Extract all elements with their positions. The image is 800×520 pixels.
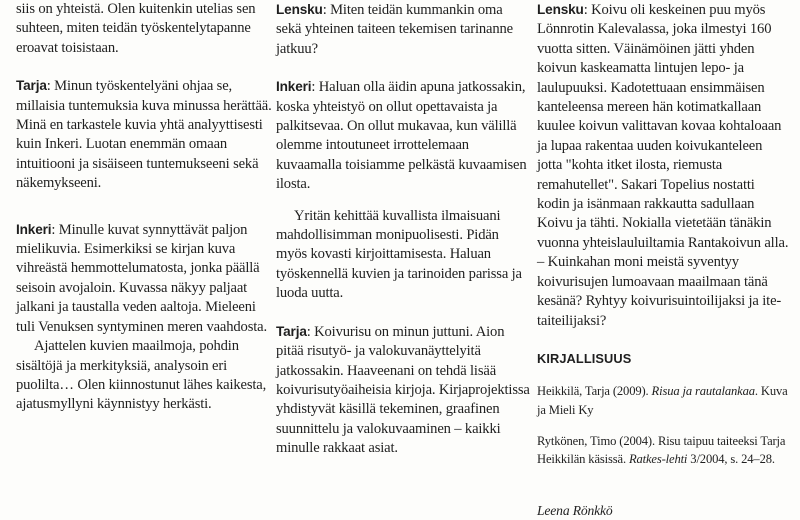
speaker-name: Inkeri xyxy=(16,221,52,237)
paragraph-lensku: Lensku: Miten teidän kummankin oma sekä yhteinen taiteen tekemisen tarinanne jatkuu? xyxy=(276,2,513,57)
paragraph-text: Minun työskentelyäni ohjaa se, millaisia tuntemuksia kuva minussa herättää. Minä en tarkastele kuvia yhtä analyyttisesti kuin Inkeri. Luotan enemmän omaan intuitiooni ja sisäiseen tuntemukseeni sekä näkemykseeni. xyxy=(16,78,272,192)
paragraph: siis on yhteistä. Olen kuitenkin utelias sen suhteen, miten teidän työskentelytapanne eroavat toisistaan. xyxy=(16,1,256,56)
paragraph-lensku: Lensku: Koivu oli keskeinen puu myös Lönnrotin Kalevalassa, joka ilmestyi 160 vuotta sitten. Väinämöinen jätti yhden koivun kaskeamatta lintujen lepo- ja laulupuuksi. Kadotettuaan ensimmäisen kanteleensa mereen hän kotimatkallaan kuulee koivun valittavan kovaa kohtaloaan ja lupaa rakentaa uuden koivukanteleen jotta "kohta itket ilosta, riemusta remahutellet". Sakari Topelius nostatti kodin ja isänmaan rakkautta sadullaan Koivu ja tähti. Nokialla vietetään tänäkin vuonna yhteislauluiltamia Rantakoivun alla. – Kuinkahan moni meistä syventyy koivurisujen lumoavaan maailmaan tänä kesänä? Ryhtyy koivurisuintoilijaksi ja ite-taiteilijaksi? xyxy=(537,2,789,329)
text-column-2 xyxy=(276,0,530,459)
article-author: Leena Rönkkö xyxy=(537,502,613,518)
reference-title: Risua ja rautalankaa xyxy=(651,384,755,399)
reference-publisher: . Kuva ja Mieli Ky xyxy=(537,384,788,417)
reference-item xyxy=(537,432,789,469)
text-column-3 xyxy=(537,0,789,520)
paragraph-text: Haluan olla äidin apuna jatkossakin, koska yhteistyö on ollut opettavaista ja palkitsevaa. On ollut mukavaa, kun välillä olemme intoutuneet irrottelemaan kuvaamalla toisiamme pelkästä kuvaamisen ilosta. xyxy=(276,79,527,193)
reference-title: Ratkes-lehti xyxy=(628,452,688,467)
reference-author: Heikkilä, Tarja (2009). xyxy=(537,384,652,399)
paragraph-text: Minulle kuvat synnyttävät paljon mielikuvia. Esimerkiksi se kirjan kuva vihreästä hemmottelumatosta, jonka päällä seisoin avojaloin. Kuvassa näkyy paljaat jalkani ja taustalla veden aaltoja. Mieleeni tuli Venuksen syntyminen meren vaahdosta. xyxy=(16,221,267,335)
paragraph-inkeri: Inkeri: Haluan olla äidin apuna jatkossakin, koska yhteistyö on ollut opettavaista ja palkitsevaa. On ollut mukavaa, kun välillä olemme intoutuneet irrottelemaan kuvaamalla toisiamme pelkästä kuvaamisen ilosta. xyxy=(276,79,527,193)
paragraph: Yritän kehittää kuvallista ilmaisuani mahdollisimman monipuolisesti. Pidän myös kovasti kirjoittamisesta. Haluan työskennellä kuvien ja tarinoiden parissa ja luoda uutta. xyxy=(276,207,522,302)
speaker-name: Lensku xyxy=(537,2,584,17)
paragraph-text: Miten teidän kummankin oma sekä yhteinen taiteen tekemisen tarinanne jatkuu? xyxy=(276,2,513,57)
section-heading: KIRJALLISUUS xyxy=(537,350,632,366)
speaker-name: Tarja xyxy=(16,78,47,94)
reference-publisher: 3/2004, s. 24–28. xyxy=(687,452,775,467)
reference-item xyxy=(537,382,789,419)
paragraph-text: Koivu oli keskeinen puu myös Lönnrotin Kalevalassa, joka ilmestyi 160 vuotta sitten. Väinämöinen jätti yhden koivun kaskeamatta lintujen lepo- ja laulupuuksi. Kadotettuaan ensimmäisen kanteleensa mereen hän kotimatkallaan kuulee koivun valittavan kovaa kohtaloaan ja lupaa rakentaa uuden koivukanteleen jotta "kohta itket ilosta, riemusta remahutellet". Sakari Topelius nostatti kodin ja isänmaan rakkautta sadullaan Koivu ja tähti. Nokialla vietetään tänäkin vuonna yhteislauluiltamia Rantakoivun alla. – Kuinkahan moni meistä syventyy koivurisujen lumoavaan maailmaan tänä kesänä? Ryhtyy koivurisuintoilijaksi ja ite-taiteilijaksi? xyxy=(537,2,789,329)
paragraph-inkeri: Inkeri: Minulle kuvat synnyttävät paljon mielikuvia. Esimerkiksi se kirjan kuva vihreästä hemmottelumatosta, jonka päällä seisoin avojaloin. Kuvassa näkyy paljaat jalkani ja taustalla veden aaltoja. Mieleeni tuli Venuksen syntyminen meren vaahdosta. xyxy=(16,221,267,335)
paragraph-tarja: Tarja: Minun työskentelyäni ohjaa se, millaisia tuntemuksia kuva minussa herättää. Minä en tarkastele kuvia yhtä analyyttisesti kuin Inkeri. Luotan enemmän omaan intuitiooni ja sisäiseen tuntemukseeni sekä näkemykseeni. xyxy=(16,78,272,192)
paragraph-tarja: Tarja: Koivurisu on minun juttuni. Aion pitää risutyö- ja valokuvanäyttelyitä jatkossakin. Haaveenani on tehdä lisää koivurisutyöaiheisia kirjoja. Kirjaprojektissa yhdistyvät käsillä tekeminen, graafinen suunnittelu ja valokuvaaminen – kaikki minulle rakkaat asiat. xyxy=(276,323,530,457)
text-column-1 xyxy=(16,0,272,415)
speaker-name: Lensku xyxy=(276,2,323,17)
paragraph: Ajattelen kuvien maailmoja, pohdin sisältöjä ja merkityksiä, analysoin eri puolilta… Olen kiinnostunut lähes kaikesta, ajatusmyllyni käynnistyy herkästi. xyxy=(16,338,267,413)
paragraph-text: Koivurisu on minun juttuni. Aion pitää risutyö- ja valokuvanäyttelyitä jatkossakin. Haaveenani on tehdä lisää koivurisutyöaiheisia kirjoja. Kirjaprojektissa yhdistyvät käsillä tekeminen, graafinen suunnittelu ja valokuvaaminen – kaikki minulle rakkaat asiat. xyxy=(276,323,530,457)
speaker-name: Inkeri xyxy=(276,79,312,95)
reference-author: Rytkönen, Timo (2004). Risu taipuu taiteeksi Tarja Heikkilän käsissä. xyxy=(537,433,786,467)
speaker-name: Tarja xyxy=(276,323,307,339)
